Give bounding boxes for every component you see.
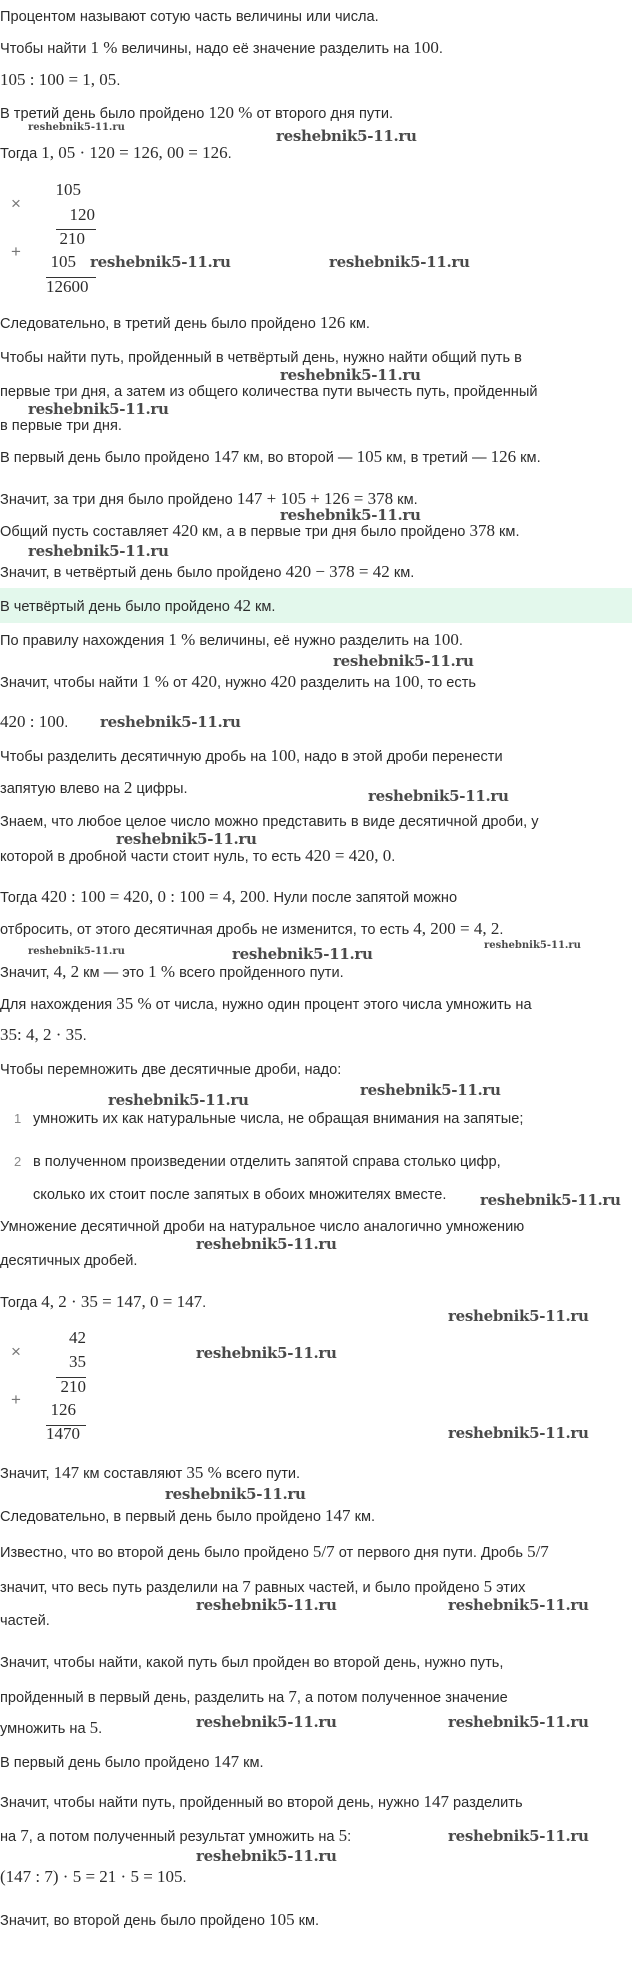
text-line bbox=[0, 631, 463, 649]
text-segment: величины, её нужно разделить на bbox=[195, 633, 434, 649]
watermark: reshebnik5-11.ru bbox=[100, 713, 241, 731]
text-segment: от числа, нужно один процент этого числа умножить на bbox=[151, 997, 532, 1013]
text-line bbox=[0, 673, 476, 691]
text-segment: . bbox=[182, 1870, 187, 1886]
watermark: reshebnik5-11.ru bbox=[368, 787, 509, 805]
text-segment: десятичных дробей. bbox=[0, 1253, 138, 1269]
watermark: reshebnik5-11.ru bbox=[333, 652, 474, 670]
watermark: reshebnik5-11.ru bbox=[480, 1191, 621, 1209]
text-segment: В первый день было пройдено bbox=[0, 450, 214, 466]
text-segment: Процентом называют сотую часть величины или числа. bbox=[0, 9, 379, 25]
text-segment: всего пройденного пути. bbox=[175, 965, 344, 981]
text-line bbox=[0, 1753, 264, 1771]
text-segment: отбросить, от этого десятичная дробь не изменится, то есть bbox=[0, 922, 414, 938]
math-expression: 5 bbox=[483, 1577, 493, 1596]
product: 12600 bbox=[46, 277, 89, 296]
math-expression: 147 bbox=[325, 1506, 351, 1525]
watermark: reshebnik5-11.ru bbox=[448, 1596, 589, 1614]
text-segment: По правилу нахождения bbox=[0, 633, 169, 649]
math-expression: 147 bbox=[53, 1463, 80, 1482]
text-segment: . bbox=[499, 922, 504, 938]
math-expression: 4, 200 = 4, 2 bbox=[413, 919, 500, 938]
text-segment: равных частей, и было пройдено bbox=[250, 1580, 484, 1596]
math-expression: 1 % bbox=[90, 38, 118, 57]
watermark: reshebnik5-11.ru bbox=[90, 253, 231, 271]
fraction: 5/7 bbox=[312, 1542, 335, 1561]
text-segment: км. bbox=[239, 1755, 264, 1771]
math-expression: 1 % bbox=[168, 630, 196, 649]
watermark: reshebnik5-11.ru bbox=[280, 366, 421, 384]
text-segment: разделить на bbox=[296, 675, 394, 691]
text-line bbox=[0, 1827, 351, 1845]
watermark: reshebnik5-11.ru bbox=[116, 830, 257, 848]
text-line bbox=[0, 144, 232, 162]
math-expression: 378 bbox=[469, 521, 495, 540]
text-segment: Значит, чтобы найти, какой путь был пройден во второй день, нужно путь, bbox=[0, 1655, 504, 1671]
text-segment: Чтобы перемножить две десятичные дроби, надо: bbox=[0, 1062, 342, 1078]
text-segment: Знаем, что любое целое число можно представить в виде десятичной дроби, у bbox=[0, 814, 539, 830]
text-segment: км. bbox=[250, 599, 276, 615]
text-line bbox=[0, 1911, 319, 1929]
text-segment: , то есть bbox=[419, 675, 477, 691]
text-line bbox=[0, 104, 393, 122]
math-expression: 126 bbox=[490, 447, 517, 466]
list-item-text: в полученном произведении отделить запятой справа столько цифр, bbox=[33, 1154, 501, 1170]
watermark: reshebnik5-11.ru bbox=[196, 1344, 337, 1362]
text-segment: умножить на bbox=[0, 1721, 90, 1737]
list-number: 1 bbox=[14, 1111, 22, 1126]
text-line bbox=[0, 522, 520, 540]
math-expression: 420 bbox=[172, 521, 198, 540]
text-line bbox=[0, 1218, 524, 1236]
text-line bbox=[0, 1868, 187, 1886]
multiply-sign: × bbox=[11, 1342, 21, 1361]
text-line bbox=[0, 1578, 525, 1596]
text-line bbox=[0, 888, 457, 906]
text-segment: В третий день было пройдено bbox=[0, 106, 209, 122]
text-line bbox=[0, 383, 537, 401]
math-expression: (147 : 7) · 5 = 21 · 5 = 105 bbox=[0, 1867, 183, 1886]
math-expression: 35 % bbox=[116, 994, 152, 1013]
text-segment: км. bbox=[516, 450, 541, 466]
factor: 120 bbox=[69, 205, 95, 224]
math-expression: 420 : 100 = 420, 0 : 100 = 4, 200 bbox=[41, 887, 266, 906]
list-item-text: умножить их как натуральные числа, не обращая внимания на запятые; bbox=[33, 1111, 524, 1127]
math-expression: 120 % bbox=[208, 103, 253, 122]
watermark: reshebnik5-11.ru bbox=[165, 1485, 306, 1503]
text-segment: Чтобы разделить десятичную дробь на bbox=[0, 749, 271, 765]
text-line bbox=[0, 1612, 50, 1630]
text-segment: разделить bbox=[448, 1795, 523, 1811]
watermark: reshebnik5-11.ru bbox=[448, 1827, 589, 1845]
text-line bbox=[0, 448, 541, 466]
watermark: reshebnik5-11.ru bbox=[360, 1081, 501, 1099]
partial-product: 105 bbox=[50, 252, 76, 271]
text-line bbox=[0, 8, 379, 26]
text-line bbox=[0, 779, 188, 797]
text-segment: от bbox=[168, 675, 192, 691]
list-item-text: сколько их стоит после запятых в обоих множителях вместе. bbox=[33, 1187, 447, 1203]
text-line bbox=[0, 1719, 102, 1737]
text-line bbox=[0, 1688, 508, 1706]
text-segment: км. bbox=[389, 565, 415, 581]
math-expression: 1, 05 · 120 = 126, 00 = 126 bbox=[41, 143, 228, 162]
math-expression: 35: 4, 2 · 35 bbox=[0, 1025, 83, 1044]
text-segment: . bbox=[98, 1721, 103, 1737]
text-segment: , нужно bbox=[216, 675, 271, 691]
watermark: reshebnik5-11.ru bbox=[448, 1424, 589, 1442]
text-segment: . bbox=[391, 849, 396, 865]
text-segment: : bbox=[347, 1829, 352, 1845]
watermark: reshebnik5-11.ru bbox=[196, 1847, 337, 1865]
text-segment: . bbox=[64, 715, 69, 731]
text-segment: запятую влево на bbox=[0, 781, 124, 797]
text-segment: Значит, за три дня было пройдено bbox=[0, 492, 237, 508]
text-segment: частей. bbox=[0, 1613, 50, 1629]
watermark: reshebnik5-11.ru bbox=[196, 1235, 337, 1253]
math-expression: 420 − 378 = 42 bbox=[285, 562, 390, 581]
math-expression: 4, 2 · 35 = 147, 0 = 147 bbox=[41, 1292, 203, 1311]
math-expression: 420 bbox=[270, 672, 297, 691]
watermark: reshebnik5-11.ru bbox=[276, 127, 417, 145]
text-segment: . bbox=[116, 73, 121, 89]
text-segment: первые три дня, а затем из общего количества пути вычесть путь, пройденный bbox=[0, 384, 538, 400]
text-segment: км, в третий — bbox=[382, 450, 491, 466]
text-line bbox=[0, 1793, 523, 1811]
multiply-sign: × bbox=[11, 194, 21, 213]
watermark: reshebnik5-11.ru bbox=[484, 940, 581, 951]
product: 1470 bbox=[46, 1424, 80, 1443]
text-line bbox=[0, 963, 344, 981]
text-segment: км — это bbox=[79, 965, 149, 981]
math-expression: 1 % bbox=[148, 962, 176, 981]
text-line bbox=[0, 71, 120, 89]
text-segment: В первый день было пройдено bbox=[0, 1755, 214, 1771]
text-line bbox=[0, 417, 122, 435]
text-segment: Для нахождения bbox=[0, 997, 117, 1013]
text-segment: Значит, во второй день было пройдено bbox=[0, 1913, 270, 1929]
text-segment: Значит, в четвёртый день было пройдено bbox=[0, 565, 286, 581]
text-line bbox=[0, 1464, 300, 1482]
text-segment: км составляют bbox=[79, 1466, 187, 1482]
text-segment: Умножение десятичной дроби на натуральное число аналогично умножению bbox=[0, 1219, 525, 1235]
text-segment: на bbox=[0, 1829, 21, 1845]
list-number: 2 bbox=[14, 1154, 22, 1169]
math-expression: 420 bbox=[191, 672, 217, 691]
text-segment: . bbox=[438, 41, 443, 57]
math-expression: 100 bbox=[394, 672, 420, 691]
watermark: reshebnik5-11.ru bbox=[329, 253, 470, 271]
partial-product: 210 bbox=[59, 229, 85, 248]
math-expression: 147 bbox=[423, 1792, 449, 1811]
math-expression: 42 bbox=[233, 596, 251, 615]
text-segment: км. bbox=[393, 492, 418, 508]
text-line bbox=[0, 920, 503, 938]
text-line bbox=[0, 349, 522, 367]
text-segment: Значит, чтобы найти bbox=[0, 675, 142, 691]
answer-line bbox=[0, 597, 275, 615]
factor: 42 bbox=[69, 1328, 86, 1347]
text-segment: Чтобы найти bbox=[0, 41, 91, 57]
text-segment: Следовательно, в третий день было пройдено bbox=[0, 316, 320, 332]
math-expression: 7 bbox=[242, 1577, 251, 1596]
text-segment: , а потом полученное значение bbox=[296, 1690, 508, 1706]
text-line bbox=[0, 1543, 549, 1561]
text-segment: Следовательно, в первый день было пройдено bbox=[0, 1509, 326, 1525]
text-line bbox=[0, 1026, 87, 1044]
text-segment: км. bbox=[294, 1913, 320, 1929]
text-line bbox=[0, 713, 68, 731]
text-segment: Тогда bbox=[0, 146, 42, 162]
text-line bbox=[0, 1654, 503, 1672]
watermark: reshebnik5-11.ru bbox=[108, 1091, 249, 1109]
math-expression: 35 % bbox=[186, 1463, 222, 1482]
text-segment: Значит, bbox=[0, 1466, 54, 1482]
watermark: reshebnik5-11.ru bbox=[28, 946, 125, 957]
math-expression: 147 bbox=[213, 447, 240, 466]
text-segment: в первые три дня. bbox=[0, 418, 122, 434]
text-line bbox=[0, 1252, 137, 1270]
text-line bbox=[0, 1061, 341, 1079]
watermark: reshebnik5-11.ru bbox=[196, 1596, 337, 1614]
text-segment: от второго дня пути. bbox=[252, 106, 394, 122]
math-expression: 105 bbox=[356, 447, 383, 466]
plus-sign: + bbox=[11, 242, 21, 261]
text-segment: км. bbox=[350, 1509, 376, 1525]
text-segment: , а потом полученный результат умножить на bbox=[28, 1829, 339, 1845]
text-segment: , надо в этой дроби перенести bbox=[295, 749, 503, 765]
text-segment: всего пути. bbox=[221, 1466, 301, 1482]
math-expression: 100 bbox=[413, 38, 439, 57]
text-segment: пройденный в первый день, разделить на bbox=[0, 1690, 289, 1706]
text-segment: Тогда bbox=[0, 890, 42, 906]
math-expression: 147 bbox=[213, 1752, 240, 1771]
text-segment: этих bbox=[492, 1580, 526, 1596]
text-segment: . Нули после запятой можно bbox=[265, 890, 458, 906]
math-expression: 5 bbox=[89, 1718, 99, 1737]
text-segment: Чтобы найти путь, пройденный в четвёртый день, нужно найти общий путь в bbox=[0, 350, 522, 366]
math-expression: 100 bbox=[433, 630, 459, 649]
plus-sign: + bbox=[11, 1390, 21, 1409]
math-expression: 7 bbox=[288, 1687, 297, 1706]
partial-product: 126 bbox=[50, 1400, 76, 1419]
text-segment: . bbox=[202, 1295, 207, 1311]
watermark: reshebnik5-11.ru bbox=[196, 1713, 337, 1731]
text-segment: цифры. bbox=[132, 781, 188, 797]
watermark: reshebnik5-11.ru bbox=[448, 1713, 589, 1731]
watermark: reshebnik5-11.ru bbox=[448, 1307, 589, 1325]
math-expression: 126 bbox=[319, 313, 346, 332]
math-expression: 4, 2 bbox=[53, 962, 80, 981]
text-segment: . bbox=[227, 146, 232, 162]
text-segment: В четвёртый день было пройдено bbox=[0, 599, 234, 615]
math-expression: 420 : 100 bbox=[0, 712, 65, 731]
watermark: reshebnik5-11.ru bbox=[280, 506, 421, 524]
watermark: reshebnik5-11.ru bbox=[232, 945, 373, 963]
text-line bbox=[0, 314, 370, 332]
text-segment: Общий пусть составляет bbox=[0, 524, 173, 540]
watermark: reshebnik5-11.ru bbox=[28, 122, 125, 133]
math-expression: 420 = 420, 0 bbox=[305, 846, 392, 865]
text-segment: Тогда bbox=[0, 1295, 42, 1311]
math-expression: 7 bbox=[20, 1826, 29, 1845]
math-expression: 1 % bbox=[141, 672, 169, 691]
math-expression: 2 bbox=[123, 778, 133, 797]
text-line bbox=[0, 995, 532, 1013]
text-line bbox=[0, 1293, 206, 1311]
text-segment: . bbox=[458, 633, 463, 649]
text-segment: значит, что весь путь разделили на bbox=[0, 1580, 243, 1596]
watermark: reshebnik5-11.ru bbox=[28, 542, 169, 560]
math-expression: 105 : 100 = 1, 05 bbox=[0, 70, 117, 89]
math-expression: 100 bbox=[270, 746, 296, 765]
text-line bbox=[0, 563, 414, 581]
text-line bbox=[0, 39, 443, 57]
text-line bbox=[0, 1507, 375, 1525]
math-expression: 147 + 105 + 126 = 378 bbox=[236, 489, 394, 508]
text-segment: км. bbox=[345, 316, 370, 332]
text-line bbox=[0, 847, 395, 865]
text-segment: Известно, что во второй день было пройдено bbox=[0, 1545, 313, 1561]
text-segment: Значит, bbox=[0, 965, 54, 981]
math-expression: 5 bbox=[338, 1826, 348, 1845]
text-line bbox=[0, 747, 503, 765]
text-segment: Значит, чтобы найти путь, пройденный во второй день, нужно bbox=[0, 1795, 424, 1811]
text-segment: км. bbox=[494, 524, 520, 540]
fraction: 5/7 bbox=[527, 1542, 549, 1561]
text-segment: величины, надо её значение разделить на bbox=[117, 41, 414, 57]
text-segment: . bbox=[82, 1028, 87, 1044]
factor: 35 bbox=[69, 1352, 86, 1371]
factor: 105 bbox=[55, 180, 81, 199]
watermark: reshebnik5-11.ru bbox=[28, 400, 169, 418]
text-segment: км, во второй — bbox=[239, 450, 357, 466]
text-segment: которой в дробной части стоит нуль, то есть bbox=[0, 849, 306, 865]
math-expression: 105 bbox=[269, 1910, 295, 1929]
text-line bbox=[0, 813, 539, 831]
partial-product: 210 bbox=[60, 1377, 86, 1396]
text-segment: от первого дня пути. Дробь bbox=[334, 1545, 528, 1561]
text-segment: км, а в первые три дня было пройдено bbox=[197, 524, 470, 540]
